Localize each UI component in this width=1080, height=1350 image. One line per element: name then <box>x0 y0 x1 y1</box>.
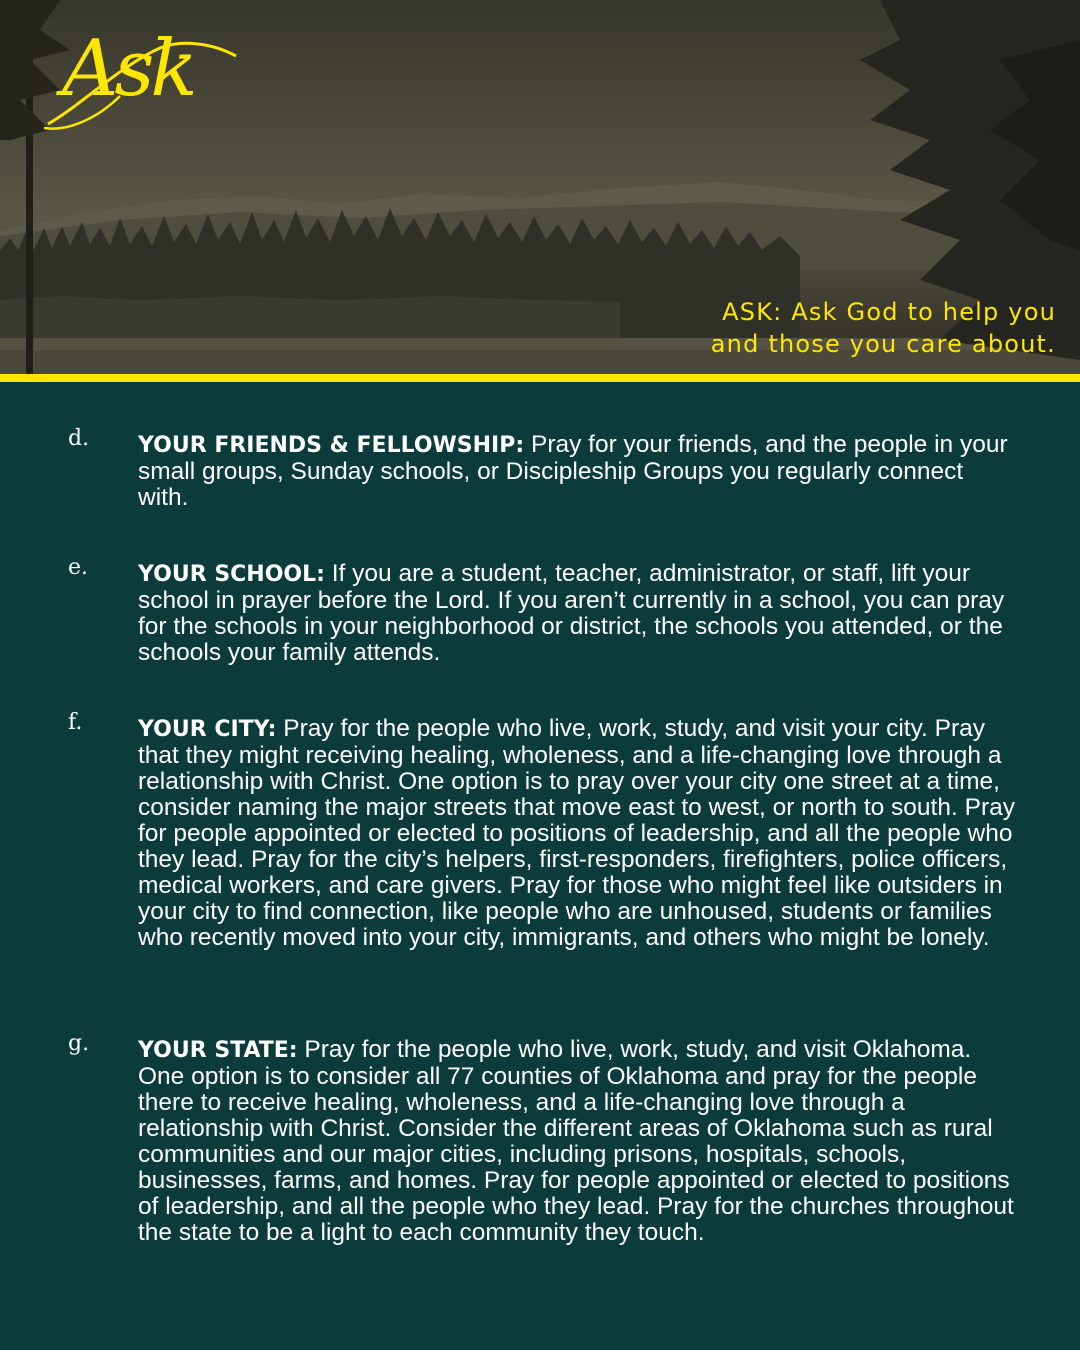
item-marker: g. <box>68 1031 90 1056</box>
item-text: Pray for the people who live, work, study, and visit your city. Pray that they might receiving healing, wholeness, and a life-changing love through a relationship with Christ. One option is to pray over your city one street at a time, consider naming the major streets that move east to west, or north to south. Pray for people appointed or elected to positions of leadership, and all the people who they lead. Pray for the city’s helpers, first-responders, firefighters, police officers, medical workers, and care givers. Pray for those who might feel like outsiders in your city to find connection, like people who are unhoused, students or families who recently moved into your city, immigrants, and others who might be lonely. <box>138 715 1015 951</box>
item-label: YOUR SCHOOL: <box>138 562 325 587</box>
item-body <box>138 432 1018 511</box>
tagline-line-1: ASK: Ask God to help you <box>722 298 1056 326</box>
item-text: If you are a student, teacher, administrator, or staff, lift your school in prayer before the Lord. If you aren’t currently in a school, you can pray for the schools in your neighborhood or district, the schools you attended, or the schools your family attends. <box>138 560 1005 666</box>
item-marker: d. <box>68 426 90 451</box>
item-label: YOUR STATE: <box>138 1038 298 1063</box>
logo-text: Ask <box>62 24 194 114</box>
header-tagline <box>711 296 1056 360</box>
item-body <box>138 1037 1018 1246</box>
header-divider <box>0 374 1080 382</box>
item-marker: f. <box>68 710 83 735</box>
item-label: YOUR FRIENDS & FELLOWSHIP: <box>138 433 525 458</box>
item-marker: e. <box>68 555 89 580</box>
item-body <box>138 716 1018 951</box>
item-text: Pray for the people who live, work, study, and visit Oklahoma. One option is to consider all 77 counties of Oklahoma and pray for the people there to receive healing, wholeness, and a life-changing love through a relationship with Christ. Consider the different areas of Oklahoma such as rural communities and our major cities, including prisons, hospitals, schools, businesses, farms, and homes. Pray for people appointed or elected to positions of leadership, and all the people who they lead. Pray for the churches throughout the state to be a light to each community they touch. <box>138 1036 1014 1246</box>
tagline-line-2: and those you care about. <box>710 330 1056 358</box>
header-landscape-photo <box>0 0 1080 374</box>
item-label: YOUR CITY: <box>138 717 277 742</box>
item-text: Pray for your friends, and the people in your small groups, Sunday schools, or Discipleship Groups you regularly connect with. <box>138 431 1008 511</box>
item-body <box>138 561 1018 666</box>
